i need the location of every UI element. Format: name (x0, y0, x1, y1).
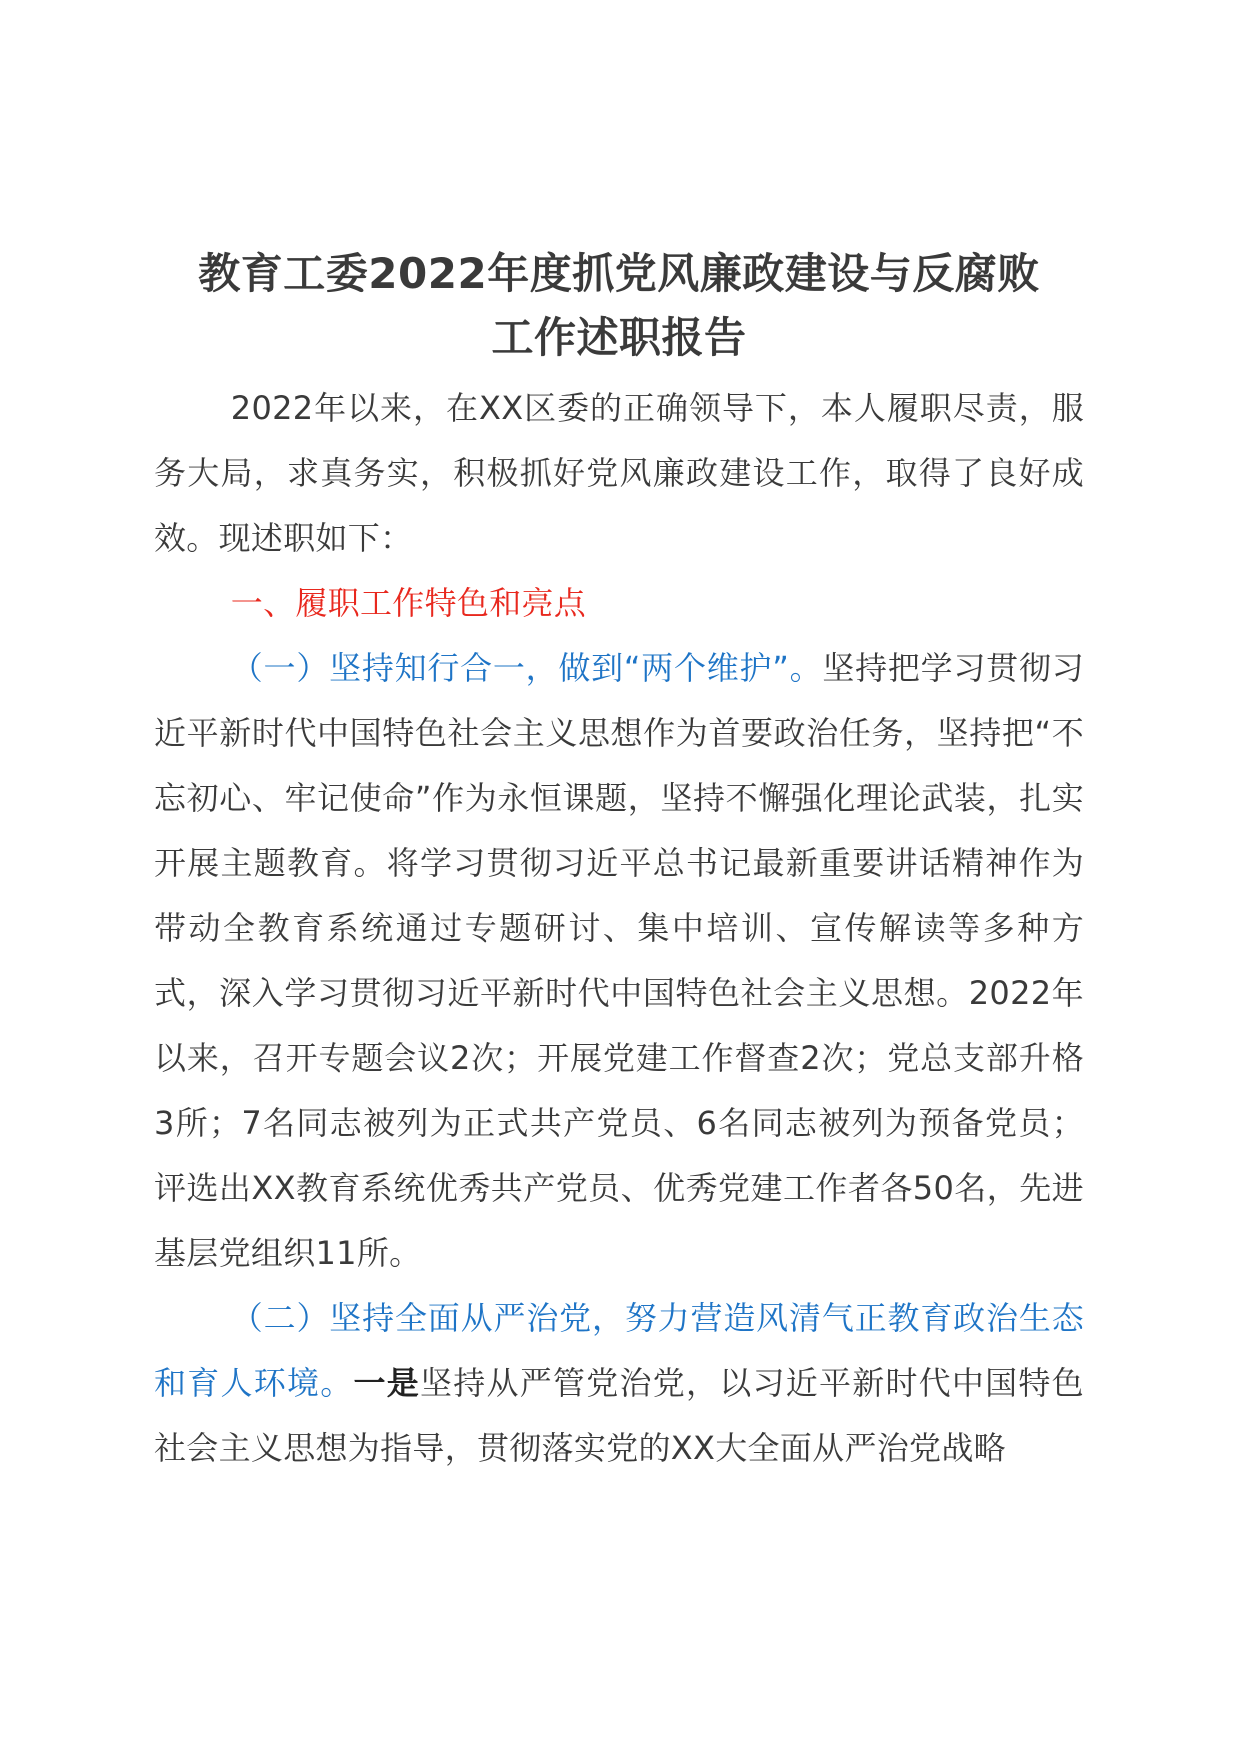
subsection-2-body: 坚持从严管党治党，以习近平新时代中国特色社会主义思想为指导，贯彻落实党的XX大全面从严治党战略 (154, 1364, 1084, 1467)
subsection-2-lead: 一是 (353, 1364, 420, 1402)
subsection-1-paragraph (154, 636, 1084, 1286)
section-heading: 一、履职工作特色和亮点 (230, 584, 587, 622)
title-line-1: 教育工委2022年度抓党风廉政建设与反腐败 (198, 249, 1040, 298)
intro-paragraph: 2022年以来，在XX区委的正确领导下，本人履职尽责，服务大局，求真务实，积极抓好党风廉政建设工作，取得了良好成效。现述职如下： (154, 389, 1084, 557)
title-line-2: 工作述职报告 (491, 313, 747, 362)
subsection-1-heading: （一）坚持知行合一，做到“两个维护”。 (230, 649, 823, 687)
subsection-2-heading: （二）坚持全面从严治党，努力营造风清气正教育政治生态和育人环境。 (154, 1299, 1084, 1402)
subsection-1-body: 坚持把学习贯彻习近平新时代中国特色社会主义思想作为首要政治任务，坚持把“不忘初心、牢记使命”作为永恒课题，坚持不懈强化理论武装，扎实开展主题教育。将学习贯彻习近平总书记最新重要讲话精神作为带动全教育系统通过专题研讨、集中培训、宣传解读等多种方式，深入学习贯彻习近平新时代中国特色社会主义思想。2022年以来，召开专题会议2次；开展党建工作督查2次；党总支部升格3所；7名同志被列为正式共产党员、6名同志被列为预备党员；评选出XX教育系统优秀共产党员、优秀党建工作者各50名，先进基层党组织11所。 (154, 649, 1085, 1272)
subsection-2-paragraph (154, 1286, 1084, 1481)
document-title (154, 242, 1084, 370)
document-page (154, 242, 1084, 1481)
